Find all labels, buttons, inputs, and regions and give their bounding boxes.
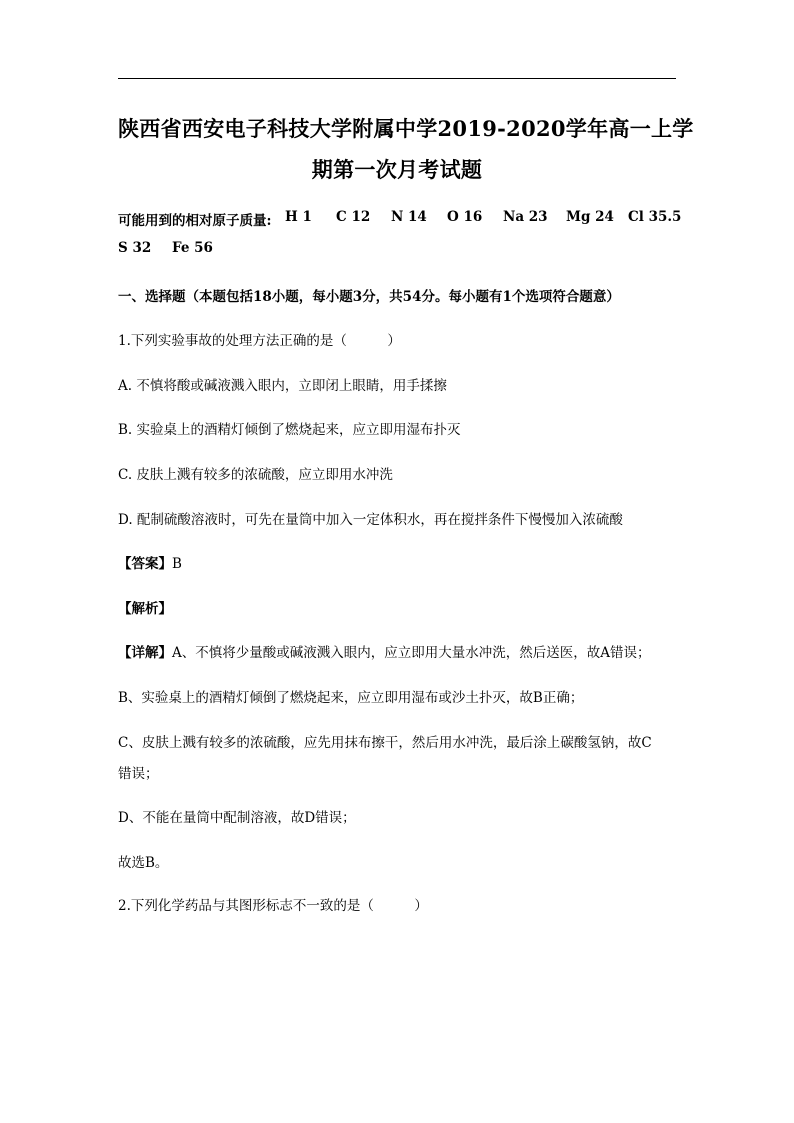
answer-label: 【答案】 bbox=[118, 556, 172, 572]
answer-line bbox=[118, 552, 182, 572]
question-1-option-c: C. 皮肤上溅有较多的浓硫酸，应立即用水冲洗 bbox=[118, 467, 393, 483]
question-1-option-b: B. 实验桌上的酒精灯倾倒了燃烧起来，应立即用湿布扑灭 bbox=[118, 422, 461, 438]
question-2-stem: 2.下列化学药品与其图形标志不一致的是（ ） bbox=[118, 898, 428, 914]
detail-label: 【详解】 bbox=[118, 645, 172, 661]
mass-item: S 32 bbox=[118, 240, 152, 256]
question-1-option-a: A. 不慎将酸或碱液溅入眼内，立即闭上眼睛，用手揉擦 bbox=[118, 378, 447, 394]
detail-line-d: D、不能在量筒中配制溶液，故D错误； bbox=[118, 810, 356, 826]
section-heading: 一、选择题（本题包括18小题，每小题3分，共54分。每小题有1个选项符合题意） bbox=[118, 289, 620, 305]
question-1-option-d: D. 配制硫酸溶液时，可先在量筒中加入一定体积水，再在搅拌条件下慢慢加入浓硫酸 bbox=[118, 512, 623, 528]
mass-item: N 14 bbox=[391, 209, 427, 225]
mass-item: H 1 bbox=[285, 209, 312, 225]
mass-item: Fe 56 bbox=[172, 240, 213, 256]
detail-line-a bbox=[118, 641, 651, 661]
detail-line-c2: 错误； bbox=[118, 766, 159, 782]
page-title-line2: 期第一次月考试题 bbox=[311, 157, 483, 182]
mass-item: Na 23 bbox=[503, 209, 548, 225]
mass-item: Cl 35.5 bbox=[628, 209, 682, 225]
page-title-line1: 陕西省西安电子科技大学附属中学2019-2020学年高一上学 bbox=[118, 116, 694, 141]
header-rule bbox=[118, 78, 676, 79]
detail-line-c1: C、皮肤上溅有较多的浓硫酸，应先用抹布擦干，然后用水冲洗，最后涂上碳酸氢钠，故C bbox=[118, 735, 652, 751]
mass-item: C 12 bbox=[336, 209, 371, 225]
question-1-stem: 1.下列实验事故的处理方法正确的是（ ） bbox=[118, 333, 401, 349]
analysis-label: 【解析】 bbox=[118, 601, 172, 617]
mass-item: Mg 24 bbox=[566, 209, 614, 225]
detail-a-text: A、不慎将少量酸或碱液溅入眼内，应立即用大量水冲洗，然后送医，故A错误； bbox=[172, 645, 651, 661]
answer-value: B bbox=[172, 556, 182, 572]
masses-label: 可能用到的相对原子质量: bbox=[118, 213, 272, 229]
mass-item: O 16 bbox=[447, 209, 483, 225]
detail-line-b: B、实验桌上的酒精灯倾倒了燃烧起来，应立即用湿布或沙土扑灭，故B正确； bbox=[118, 690, 584, 706]
conclusion: 故选B。 bbox=[118, 855, 169, 871]
